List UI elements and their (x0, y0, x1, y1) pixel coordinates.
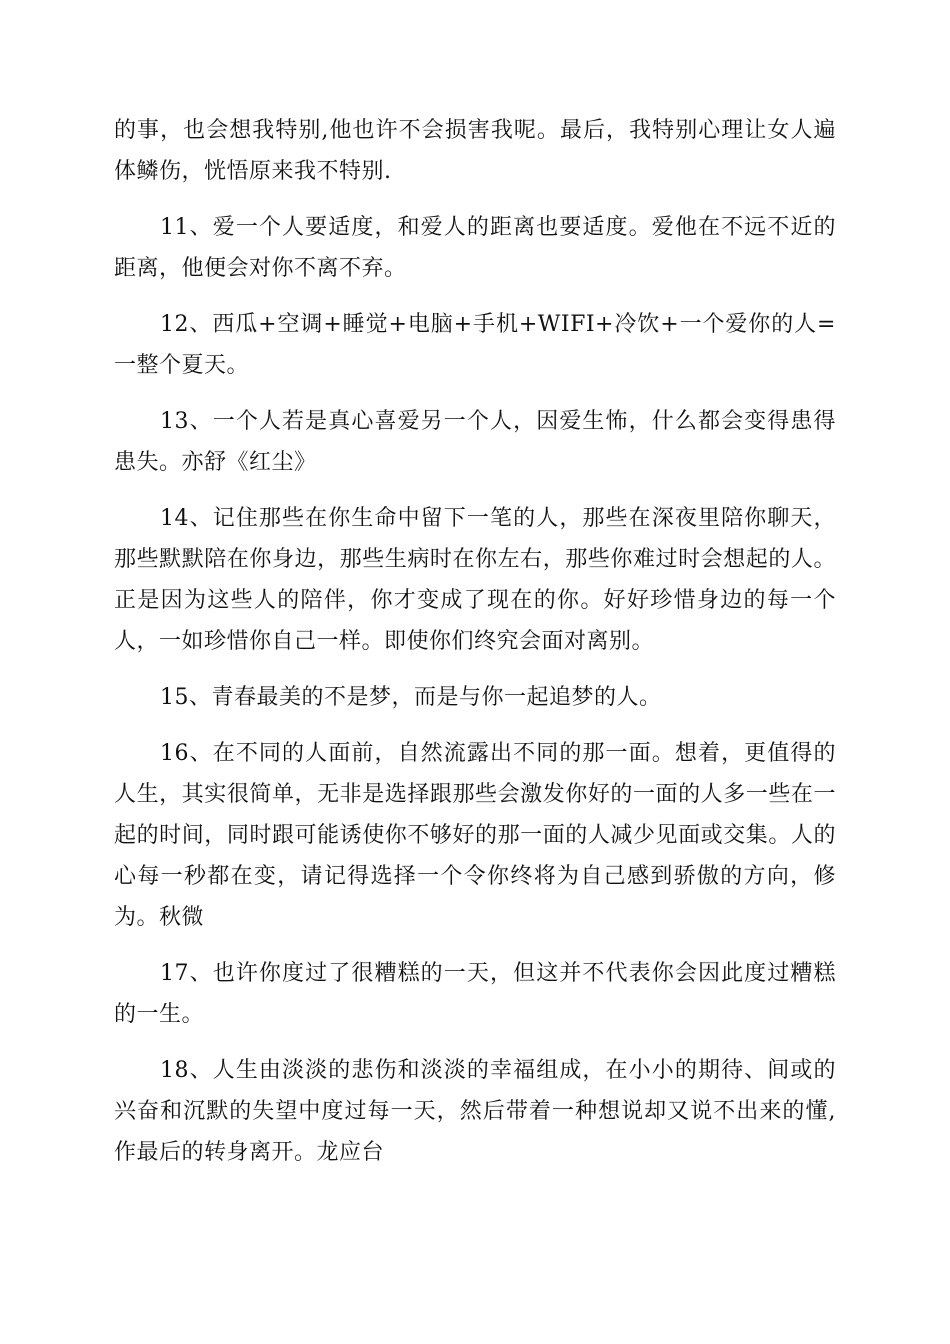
paragraph-continuation: 的事，也会想我特别,他也许不会损害我呢。最后，我特别心理让女人遍体鳞伤，恍悟原来我不特别. (114, 118, 836, 184)
paragraph-11: 11、爱一个人要适度，和爱人的距离也要适度。爱他在不远不近的距离，他便会对你不离不弃。 (114, 215, 836, 281)
paragraph-16: 16、在不同的人面前，自然流露出不同的那一面。想着，更值得的人生，其实很简单，无非是选择跟那些会激发你好的一面的人多一些在一起的时间，同时跟可能诱使你不够好的那一面的人减少见面或交集。人的心每一秒都在变，请记得选择一个令你终将为自己感到骄傲的方向，修为。秋微 (114, 741, 836, 930)
paragraph-13: 13、一个人若是真心喜爱另一个人，因爱生怖，什么都会变得患得患失。亦舒《红尘》 (114, 409, 836, 475)
paragraph-14: 14、记住那些在你生命中留下一笔的人，那些在深夜里陪你聊天，那些默默陪在你身边，那些生病时在你左右，那些你难过时会想起的人。正是因为这些人的陪伴，你才变成了现在的你。好好珍惜身边的每一个人，一如珍惜你自己一样。即使你们终究会面对离别。 (114, 506, 836, 654)
paragraph-15: 15、青春最美的不是梦，而是与你一起追梦的人。 (160, 685, 662, 710)
paragraph-18: 18、人生由淡淡的悲伤和淡淡的幸福组成，在小小的期待、间或的兴奋和沉默的失望中度过每一天，然后带着一种想说却又说不出来的懂,作最后的转身离开。龙应台 (114, 1058, 836, 1165)
paragraph-12: 12、西瓜+空调+睡觉+电脑+手机+WIFI+冷饮+一个爱你的人=一整个夏天。 (114, 312, 836, 378)
paragraph-17: 17、也许你度过了很糟糕的一天，但这并不代表你会因此度过糟糕的一生。 (114, 961, 836, 1027)
document-page (114, 110, 836, 1188)
